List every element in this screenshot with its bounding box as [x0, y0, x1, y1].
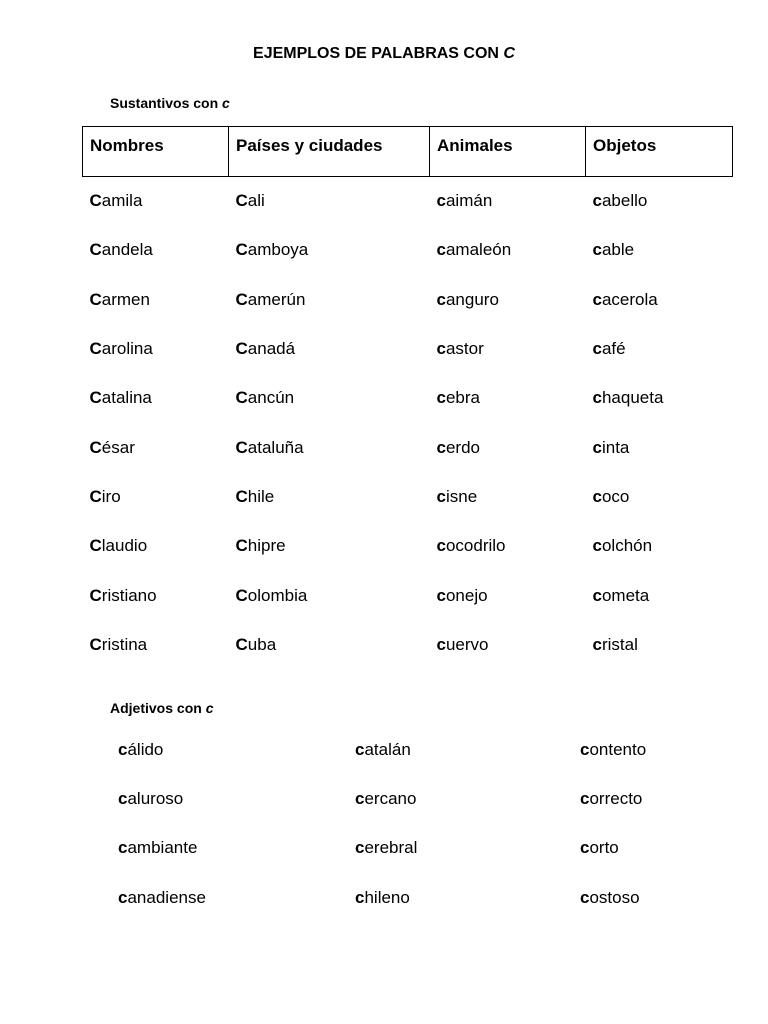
word-first-letter: c: [580, 739, 590, 759]
word-rest: abello: [601, 191, 648, 211]
word-rest: ebra: [445, 388, 480, 408]
word-rest: hile: [247, 486, 275, 506]
word-first-letter: C: [235, 289, 248, 309]
table-cell: [83, 522, 229, 571]
word-first-letter: c: [436, 585, 446, 605]
title-letter: C: [503, 45, 515, 62]
table-cell: [430, 620, 586, 669]
table-cell: [586, 374, 733, 423]
word-rest: amila: [101, 191, 143, 211]
section-heading-adjetivos: [110, 700, 213, 716]
adjective-word: [118, 838, 355, 858]
word-first-letter: c: [436, 437, 446, 457]
table-cell: [229, 472, 430, 521]
word-rest: erebral: [364, 838, 418, 858]
word-first-letter: c: [436, 634, 446, 654]
word-first-letter: C: [235, 339, 248, 359]
word-rest: acerola: [601, 289, 658, 309]
table-cell: [229, 177, 430, 226]
nouns-table-body: [83, 177, 733, 670]
word-rest: erdo: [445, 437, 480, 457]
word-first-letter: c: [592, 585, 602, 605]
table-cell: [430, 472, 586, 521]
word-rest: olchón: [601, 536, 653, 556]
table-cell: [83, 472, 229, 521]
word-first-letter: c: [118, 838, 128, 858]
word-first-letter: C: [89, 585, 102, 605]
word-rest: arolina: [101, 339, 153, 359]
table-cell: [83, 620, 229, 669]
word-first-letter: c: [436, 339, 446, 359]
column-header: Países y ciudades: [229, 127, 430, 177]
column-header: Nombres: [83, 127, 229, 177]
word-first-letter: C: [235, 486, 248, 506]
table-cell: [586, 620, 733, 669]
word-first-letter: c: [118, 788, 128, 808]
word-rest: ocodrilo: [445, 536, 506, 556]
table-cell: [430, 275, 586, 324]
table-cell: [83, 374, 229, 423]
word-rest: ancún: [247, 388, 295, 408]
word-first-letter: c: [592, 191, 602, 211]
word-rest: amerún: [247, 289, 306, 309]
table-cell: [586, 226, 733, 275]
word-rest: amboya: [247, 240, 309, 260]
word-rest: anadá: [247, 339, 296, 359]
table-cell: [83, 423, 229, 472]
word-first-letter: C: [89, 486, 102, 506]
word-first-letter: c: [436, 289, 446, 309]
section-heading-text: Sustantivos con: [110, 95, 223, 111]
word-first-letter: C: [235, 437, 248, 457]
word-rest: anguro: [445, 289, 499, 309]
adjective-word: [580, 888, 738, 908]
section-heading-sustantivos: [110, 95, 230, 111]
word-first-letter: C: [89, 437, 102, 457]
word-first-letter: c: [580, 838, 590, 858]
table-cell: [229, 226, 430, 275]
word-rest: iro: [101, 486, 121, 506]
word-first-letter: C: [235, 536, 248, 556]
word-rest: inta: [601, 437, 630, 457]
word-rest: uervo: [445, 634, 489, 654]
word-rest: andela: [101, 240, 153, 260]
word-rest: ésar: [101, 437, 135, 457]
table-cell: [229, 522, 430, 571]
word-rest: olombia: [247, 585, 308, 605]
table-row: [83, 324, 733, 373]
section-heading-letter: c: [222, 95, 230, 111]
word-first-letter: C: [89, 388, 102, 408]
table-cell: [430, 522, 586, 571]
word-rest: onejo: [445, 585, 488, 605]
table-cell: [229, 620, 430, 669]
adjective-word: [355, 888, 580, 908]
word-first-letter: c: [592, 388, 602, 408]
nouns-table: [82, 126, 733, 669]
table-header-row: [83, 127, 733, 177]
table-cell: [586, 522, 733, 571]
adjective-word: [580, 740, 738, 760]
word-rest: isne: [445, 486, 478, 506]
adjective-word: [118, 740, 355, 760]
word-first-letter: C: [89, 191, 102, 211]
word-first-letter: c: [436, 486, 446, 506]
table-cell: [430, 226, 586, 275]
word-rest: hileno: [364, 887, 410, 907]
table-cell: [83, 226, 229, 275]
word-rest: orto: [589, 838, 619, 858]
table-cell: [586, 177, 733, 226]
table-cell: [586, 423, 733, 472]
adjective-word: [355, 838, 580, 858]
title-text: EJEMPLOS DE PALABRAS CON: [253, 45, 504, 62]
table-cell: [83, 275, 229, 324]
table-cell: [83, 324, 229, 373]
word-first-letter: c: [592, 634, 602, 654]
table-cell: [586, 571, 733, 620]
word-first-letter: c: [592, 289, 602, 309]
word-first-letter: c: [355, 788, 365, 808]
word-rest: laudio: [101, 536, 148, 556]
word-rest: ali: [247, 191, 265, 211]
column-header: Objetos: [586, 127, 733, 177]
word-first-letter: C: [235, 240, 248, 260]
word-first-letter: C: [235, 388, 248, 408]
word-rest: armen: [101, 289, 150, 309]
word-rest: ostoso: [589, 887, 640, 907]
word-first-letter: c: [592, 536, 602, 556]
word-rest: astor: [445, 339, 484, 359]
word-rest: ataluña: [247, 437, 304, 457]
word-rest: álido: [127, 739, 164, 759]
table-cell: [430, 374, 586, 423]
word-first-letter: c: [355, 739, 365, 759]
word-rest: uba: [247, 634, 277, 654]
word-first-letter: C: [89, 339, 102, 359]
word-rest: anadiense: [127, 887, 206, 907]
adjective-word: [118, 888, 355, 908]
table-cell: [586, 472, 733, 521]
word-rest: aimán: [445, 191, 493, 211]
word-first-letter: c: [592, 339, 602, 359]
word-first-letter: c: [118, 887, 128, 907]
nouns-table-container: [82, 126, 732, 669]
table-row: [83, 177, 733, 226]
section-heading-text: Adjetivos con: [110, 700, 206, 716]
word-first-letter: c: [436, 240, 446, 260]
table-row: [83, 226, 733, 275]
word-rest: able: [601, 240, 635, 260]
table-cell: [430, 324, 586, 373]
word-rest: amaleón: [445, 240, 512, 260]
word-rest: ercano: [364, 788, 417, 808]
word-rest: ristiano: [101, 585, 157, 605]
word-first-letter: c: [355, 838, 365, 858]
word-first-letter: c: [436, 388, 446, 408]
adjectives-grid: [118, 725, 738, 922]
word-rest: afé: [601, 339, 626, 359]
word-first-letter: c: [592, 240, 602, 260]
adjective-word: [580, 838, 738, 858]
table-cell: [229, 423, 430, 472]
word-first-letter: C: [235, 585, 248, 605]
table-row: [83, 423, 733, 472]
section-heading-letter: c: [205, 700, 214, 716]
table-row: [83, 275, 733, 324]
table-cell: [83, 571, 229, 620]
table-row: [83, 620, 733, 669]
word-rest: ristal: [601, 634, 638, 654]
adjective-word: [580, 789, 738, 809]
word-first-letter: C: [89, 289, 102, 309]
word-rest: hipre: [247, 536, 286, 556]
word-first-letter: c: [592, 486, 602, 506]
table-row: [83, 522, 733, 571]
word-first-letter: C: [235, 634, 248, 654]
word-rest: atalán: [364, 739, 411, 759]
table-row: [83, 571, 733, 620]
table-row: [83, 472, 733, 521]
word-first-letter: c: [580, 788, 590, 808]
word-rest: ometa: [601, 585, 650, 605]
word-first-letter: C: [89, 240, 102, 260]
word-rest: ambiante: [127, 838, 198, 858]
table-cell: [229, 374, 430, 423]
word-rest: atalina: [101, 388, 152, 408]
word-rest: oco: [601, 486, 630, 506]
table-cell: [229, 324, 430, 373]
word-rest: ontento: [589, 739, 647, 759]
word-rest: orrecto: [589, 788, 643, 808]
word-first-letter: c: [355, 887, 365, 907]
table-cell: [586, 324, 733, 373]
table-cell: [430, 177, 586, 226]
word-rest: haqueta: [601, 388, 664, 408]
page-title: [0, 45, 768, 63]
table-cell: [430, 423, 586, 472]
word-first-letter: C: [235, 191, 248, 211]
adjective-word: [355, 740, 580, 760]
table-cell: [83, 177, 229, 226]
word-first-letter: c: [118, 739, 128, 759]
word-first-letter: c: [592, 437, 602, 457]
table-cell: [229, 571, 430, 620]
word-first-letter: c: [436, 536, 446, 556]
word-first-letter: C: [89, 634, 102, 654]
table-row: [83, 374, 733, 423]
table-cell: [229, 275, 430, 324]
word-first-letter: c: [436, 191, 446, 211]
column-header: Animales: [430, 127, 586, 177]
word-rest: aluroso: [127, 788, 184, 808]
word-first-letter: c: [580, 887, 590, 907]
adjective-word: [355, 789, 580, 809]
table-cell: [430, 571, 586, 620]
table-cell: [586, 275, 733, 324]
adjective-word: [118, 789, 355, 809]
word-rest: ristina: [101, 634, 148, 654]
word-first-letter: C: [89, 536, 102, 556]
